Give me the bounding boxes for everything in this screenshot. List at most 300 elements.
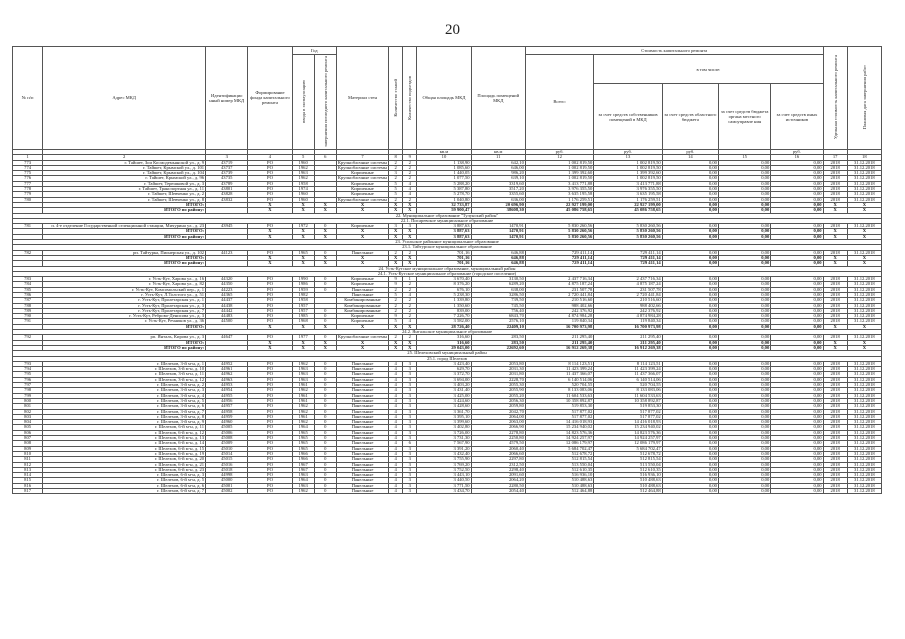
table-cell: 0,00 xyxy=(662,208,718,213)
table-cell: 0,00 xyxy=(662,224,718,229)
table-cell: 0,00 xyxy=(662,181,718,186)
table-cell: 0 xyxy=(314,483,336,488)
table-cell: 789 xyxy=(13,308,43,313)
table-cell: 45009 xyxy=(206,441,248,446)
table-cell: 2018 xyxy=(823,388,847,393)
table-cell: 642,10 xyxy=(471,160,525,165)
table-cell: 44960 xyxy=(206,420,248,425)
table-cell: X xyxy=(314,324,336,329)
table-cell: 3 xyxy=(403,383,417,388)
table-cell: 1985 xyxy=(292,314,314,319)
table-cell: 2 xyxy=(403,282,417,287)
table-cell: 0,00 xyxy=(662,282,718,287)
table-cell: 45015 xyxy=(206,457,248,462)
table-cell: Панельные xyxy=(336,367,388,372)
table-cell: 783 xyxy=(13,277,43,282)
table-cell: X xyxy=(314,202,336,207)
table-cell: 3 xyxy=(403,409,417,414)
table-cell: 0,00 xyxy=(771,462,823,467)
table-cell: ИТОГО по району: xyxy=(43,234,206,239)
table-cell: 0,00 xyxy=(771,430,823,435)
table-cell: 646,88 xyxy=(471,250,525,255)
table-cell: 795 xyxy=(13,372,43,377)
table-cell: 1960 xyxy=(292,197,314,202)
table-cell: 31.12.2018 xyxy=(847,192,881,197)
table-cell: 0,00 xyxy=(771,446,823,451)
table-cell: 815 xyxy=(13,478,43,483)
table-cell: 31.12.2018 xyxy=(847,308,881,313)
table-cell: 1986 xyxy=(292,282,314,287)
table-cell: 5 684 702,47 xyxy=(525,446,593,451)
table-cell: 44958 xyxy=(206,409,248,414)
table-cell: г. Усть-Кут, Комсомольский пер., д. 1 xyxy=(43,287,206,292)
table-cell: X xyxy=(403,229,417,234)
table-cell: г. Шелехов, 6-й м-н, д. 15 xyxy=(43,446,206,451)
table-cell: X xyxy=(823,261,847,266)
table-cell: 3 xyxy=(389,171,403,176)
table-cell: 31.12.2018 xyxy=(847,414,881,419)
table-cell: 0,00 xyxy=(718,409,770,414)
table-cell: 0,00 xyxy=(771,488,823,493)
table-cell: 1963 xyxy=(292,171,314,176)
table-cell: 1974 xyxy=(292,187,314,192)
table-cell: 1962 xyxy=(292,165,314,170)
table-cell: 0,00 xyxy=(662,287,718,292)
table-cell: 3 887,63 xyxy=(417,234,471,239)
table-cell: 796 xyxy=(13,377,43,382)
table-cell: п. 4-е отделение Государственной селекционной станции, Мичурина ул., д. 23 xyxy=(43,224,206,229)
table-cell: 0,00 xyxy=(771,451,823,456)
table-cell: 0 xyxy=(314,441,336,446)
table-cell: 816 xyxy=(13,483,43,488)
table-cell: 9 xyxy=(389,282,403,287)
table-cell: 2018 xyxy=(823,287,847,292)
table-cell: 0,00 xyxy=(771,181,823,186)
table-cell: 31.12.2018 xyxy=(847,420,881,425)
table-cell: 0 xyxy=(314,377,336,382)
table-cell: 31.12.2018 xyxy=(847,441,881,446)
table-cell: 1966 xyxy=(292,457,314,462)
table-cell: 2018 xyxy=(823,224,847,229)
table-cell: 0,00 xyxy=(662,388,718,393)
table-cell: 0,00 xyxy=(718,488,770,493)
table-cell: 0,00 xyxy=(718,335,770,340)
table-cell: 31.12.2018 xyxy=(847,298,881,303)
table-cell: 2280,50 xyxy=(471,483,525,488)
table-cell: г. Шелехов, 6-й м-н, д. 14 xyxy=(43,441,206,446)
table-cell: 0,00 xyxy=(718,176,770,181)
table-cell: X xyxy=(336,229,388,234)
table-cell: X xyxy=(336,208,388,213)
table-cell: 11 604 533,63 xyxy=(525,393,593,398)
table-cell: 2018 xyxy=(823,398,847,403)
table-cell: X xyxy=(292,255,314,260)
table-cell: 14 823 576,36 xyxy=(594,430,662,435)
table-cell: 0,00 xyxy=(662,308,718,313)
table-cell: 1470,91 xyxy=(471,234,525,239)
table-cell: 7 226,70 xyxy=(417,314,471,319)
table-cell: РО xyxy=(248,436,292,441)
table-cell: г. Шелехов, 3-й м-н, д. 9 xyxy=(43,420,206,425)
table-cell: 20 696,90 xyxy=(471,202,525,207)
table-cell: 1964 xyxy=(292,478,314,483)
table-cell: 1 002 819,50 xyxy=(525,160,593,165)
table-cell: 4 xyxy=(389,367,403,372)
table-cell: 0,00 xyxy=(771,409,823,414)
table-cell: 3 423,40 xyxy=(417,361,471,366)
table-cell: 988 402,66 xyxy=(525,303,593,308)
table-cell: 516 936,10 xyxy=(525,473,593,478)
table-cell: 729 411,14 xyxy=(594,261,662,266)
table-cell: X xyxy=(248,234,292,239)
table-cell: РО xyxy=(248,293,292,298)
table-cell: 31.12.2018 xyxy=(847,171,881,176)
table-cell: 43828 xyxy=(206,192,248,197)
header-owners: за счет средств собственников помещений в МКД xyxy=(594,84,662,150)
table-cell: 44959 xyxy=(206,414,248,419)
table-cell: 31.12.2018 xyxy=(847,488,881,493)
table-cell: ИТОГО: xyxy=(43,255,206,260)
table-cell: X xyxy=(823,229,847,234)
table-cell: Панельные xyxy=(336,372,388,377)
table-cell: X xyxy=(823,345,847,350)
table-cell: ИТОГО: xyxy=(43,340,206,345)
table-cell: 512 610,35 xyxy=(594,467,662,472)
table-cell: 2 xyxy=(389,165,403,170)
table-cell: 2 xyxy=(403,287,417,292)
table-cell: X xyxy=(336,261,388,266)
table-cell: 31.12.2018 xyxy=(847,224,881,229)
table-cell: Крупноблочные системы xyxy=(337,197,388,202)
column-number: 13 xyxy=(594,155,662,160)
table-cell: г. Усть-Кут, Пролетарская ул., д. 3 xyxy=(43,303,206,308)
table-cell: 1962 xyxy=(292,404,314,409)
table-cell: 519 853,30 xyxy=(525,404,593,409)
table-cell: X xyxy=(403,324,417,329)
table-cell: 801 xyxy=(13,404,43,409)
table-cell: 780 xyxy=(13,197,43,202)
table-cell: 0,00 xyxy=(662,361,718,366)
table-cell: 773 xyxy=(13,160,43,165)
table-cell: 0,00 xyxy=(771,425,823,430)
table-cell: 0,00 xyxy=(718,377,770,382)
table-cell: X xyxy=(314,340,336,345)
table-cell: 0,00 xyxy=(718,181,770,186)
table-cell: 0,00 xyxy=(718,192,770,197)
table-cell: 806 xyxy=(13,430,43,435)
table-cell: X xyxy=(389,324,403,329)
table-cell: 2 xyxy=(403,165,417,170)
table-cell: 12 086 179,97 xyxy=(525,441,593,446)
section-title: 23.1. Тайтурское муниципальное образование xyxy=(13,245,882,250)
table-cell: 31.12.2018 xyxy=(847,409,881,414)
table-cell: 29 043,00 xyxy=(417,345,471,350)
table-cell: 3 xyxy=(403,388,417,393)
table-cell: 4 xyxy=(389,483,403,488)
table-cell: г. Шелехов, 6-й м-н, д. 21 xyxy=(43,462,206,467)
table-cell: г. Тайшет, Крымской ул., д. 104 xyxy=(43,171,206,176)
table-cell: РО xyxy=(248,488,292,493)
table-cell: 0,00 xyxy=(771,202,823,207)
table-cell: 31.12.2018 xyxy=(847,314,881,319)
table-cell: 0,00 xyxy=(718,287,770,292)
table-cell: 0,00 xyxy=(662,430,718,435)
table-cell: 0,00 xyxy=(662,457,718,462)
header-premises-area: Площадь помещений МКД xyxy=(471,47,525,150)
table-cell: 2298,40 xyxy=(471,467,525,472)
header-entrances: Количество подъездов xyxy=(403,47,417,150)
table-cell: 2054,40 xyxy=(471,488,525,493)
table-cell: 0,00 xyxy=(662,171,718,176)
table-cell: X xyxy=(823,234,847,239)
table-cell: 2018 xyxy=(823,277,847,282)
table-cell: 1 138,90 xyxy=(417,160,471,165)
table-cell: 2297,80 xyxy=(471,457,525,462)
table-cell: X xyxy=(389,255,403,260)
table-cell: 0 xyxy=(314,314,336,319)
table-cell: 0,00 xyxy=(662,473,718,478)
table-cell: г. Усть-Кут, Пролетарская ул., д. 1 xyxy=(43,298,206,303)
table-cell: 0 xyxy=(314,250,336,255)
table-cell: 0,00 xyxy=(662,340,718,345)
table-cell: 2018 xyxy=(823,361,847,366)
table-cell: 0,00 xyxy=(718,160,770,165)
table-cell: г. Шелехов, 6-й м-н, д. 23 xyxy=(43,467,206,472)
table-cell: 3 xyxy=(403,483,417,488)
table-cell: 31.12.2018 xyxy=(847,319,881,324)
table-cell: 0,00 xyxy=(771,473,823,478)
table-cell: Панельные xyxy=(336,250,388,255)
table-cell: 2250,80 xyxy=(471,436,525,441)
table-cell: 7 567,90 xyxy=(417,441,471,446)
table-cell: 3 xyxy=(403,488,417,493)
table-cell: 1967 xyxy=(292,467,314,472)
column-number: 5 xyxy=(292,155,314,160)
table-cell: 1965 xyxy=(292,446,314,451)
table-cell: 43801 xyxy=(206,187,248,192)
section-title: 25.1. город Шелехов xyxy=(13,356,882,361)
table-cell: г. Шелехов, 6-й м-н, д. 20 xyxy=(43,457,206,462)
table-cell: 0,00 xyxy=(662,277,718,282)
table-cell: 3 726,00 xyxy=(417,430,471,435)
table-cell: 1960 xyxy=(292,160,314,165)
table-cell: 8 133 083,06 xyxy=(594,388,662,393)
table-cell: РО xyxy=(248,478,292,483)
table-cell: 2 437 716,34 xyxy=(525,277,593,282)
table-cell: 31.12.2018 xyxy=(847,467,881,472)
table-cell: РО xyxy=(248,462,292,467)
table-cell: 316,60 xyxy=(417,335,471,340)
table-cell: 520 704,55 xyxy=(525,383,593,388)
table-cell: 2 xyxy=(403,314,417,319)
table-row xyxy=(13,488,882,493)
table-cell: X xyxy=(389,208,403,213)
table-cell: 0,00 xyxy=(662,298,718,303)
table-cell: 2018 xyxy=(823,181,847,186)
table-cell: 1977 xyxy=(292,335,314,340)
table-cell: 16 700 973,98 xyxy=(594,324,662,329)
table-cell: 3 xyxy=(403,451,417,456)
table-cell: ИТОГО по району: xyxy=(43,345,206,350)
table-cell: 4 xyxy=(389,393,403,398)
table-cell: 646,00 xyxy=(471,165,525,170)
table-cell: 1 085,60 xyxy=(417,165,471,170)
table-cell: 3 771,50 xyxy=(417,483,471,488)
table-cell: 797 xyxy=(13,383,43,388)
table-cell: 1958 xyxy=(292,181,314,186)
table-cell: 0,00 xyxy=(718,324,770,329)
table-cell: 31.12.2018 xyxy=(847,372,881,377)
table-cell: 31.12.2018 xyxy=(847,367,881,372)
table-cell: 0,00 xyxy=(662,176,718,181)
table-cell: 2018 xyxy=(823,197,847,202)
table-cell: 210 516,60 xyxy=(594,298,662,303)
table-cell: X xyxy=(403,202,417,207)
table-cell: 5 830 260,56 xyxy=(594,224,662,229)
table-cell: 2018 xyxy=(823,319,847,324)
table-cell: 2018 xyxy=(823,303,847,308)
table-cell: 2 xyxy=(403,303,417,308)
table-cell: 0 xyxy=(314,451,336,456)
table-cell: 2 xyxy=(389,308,403,313)
table-cell: г. Шелехов, 6-й м-н, д. 3 xyxy=(43,473,206,478)
table-cell: 1 002 819,50 xyxy=(525,176,593,181)
table-cell: 793 xyxy=(13,361,43,366)
table-cell: 31.12.2018 xyxy=(847,377,881,382)
table-cell: Панельные xyxy=(336,361,388,366)
table-cell: 701,16 xyxy=(417,250,471,255)
table-cell: г. Шелехов, 3-й м-н, д. 12 xyxy=(43,377,206,382)
table-cell: 0,00 xyxy=(662,160,718,165)
table-cell: 0,00 xyxy=(771,287,823,292)
table-cell: РО xyxy=(248,409,292,414)
table-cell: X xyxy=(336,234,388,239)
table-cell: 1 077,50 xyxy=(417,176,471,181)
table-cell: 31.12.2018 xyxy=(847,160,881,165)
table-cell: 1964 xyxy=(292,425,314,430)
table-cell: 2 xyxy=(389,335,403,340)
table-cell: 0,00 xyxy=(662,478,718,483)
table-cell: 1 002 819,50 xyxy=(594,165,662,170)
table-cell: 513 550,04 xyxy=(594,462,662,467)
table-cell: г. Шелехов, 3-й м-н, д. 1 xyxy=(43,361,206,366)
header-local: за счет средств бюджета органа местного самоуправле ния xyxy=(718,84,770,150)
table-cell: 44437 xyxy=(206,298,248,303)
table-cell: 3 635 195,58 xyxy=(525,192,593,197)
table-cell: г. Шелехов, 6-й м-н, д. 11 xyxy=(43,425,206,430)
table-cell: 3 xyxy=(403,420,417,425)
table-cell: 0,00 xyxy=(771,324,823,329)
table-cell: 1965 xyxy=(292,441,314,446)
table-cell: 5 xyxy=(389,293,403,298)
table-cell: 0,00 xyxy=(771,197,823,202)
table-cell: 4 xyxy=(389,372,403,377)
table-cell: 2 xyxy=(389,298,403,303)
table-cell: РО xyxy=(248,277,292,282)
table-cell: 0,00 xyxy=(718,208,770,213)
table-cell: X xyxy=(292,202,314,207)
table-cell: 2 437 716,34 xyxy=(594,277,662,282)
table-cell: 2042,70 xyxy=(471,409,525,414)
table-cell: 44956 xyxy=(206,398,248,403)
table-cell: X xyxy=(847,229,881,234)
table-cell: 6 xyxy=(403,441,417,446)
column-number: 6 xyxy=(314,155,336,160)
table-cell: 5 830 260,56 xyxy=(525,224,593,229)
table-cell: X xyxy=(823,208,847,213)
table-cell: 646,88 xyxy=(471,261,525,266)
table-cell: 14 924 257,97 xyxy=(594,436,662,441)
table-cell: 44123 xyxy=(206,250,248,255)
table-cell: 14 823 576,36 xyxy=(525,430,593,435)
table-cell: 4 xyxy=(389,441,403,446)
table-cell: Панельные xyxy=(336,488,388,493)
table-cell: 4 xyxy=(389,478,403,483)
table-cell: 5 387,80 xyxy=(417,187,471,192)
table-cell: РО xyxy=(248,372,292,377)
table-cell: X xyxy=(823,202,847,207)
table-cell: 15 234 940,02 xyxy=(525,425,593,430)
table-cell: 31.12.2018 xyxy=(847,436,881,441)
table-cell: РО xyxy=(248,457,292,462)
table-cell: 16 912 269,38 xyxy=(594,345,662,350)
table-cell: 3 xyxy=(403,404,417,409)
table-cell: 0,00 xyxy=(771,367,823,372)
table-cell: 3 402,80 xyxy=(417,425,471,430)
table-cell: 31.12.2018 xyxy=(847,398,881,403)
table-cell: X xyxy=(248,340,292,345)
table-cell: 2018 xyxy=(823,282,847,287)
table-cell: 44350 xyxy=(206,282,248,287)
table-cell: X xyxy=(403,340,417,345)
table-cell: 3 xyxy=(403,473,417,478)
table-cell: Панельные xyxy=(336,473,388,478)
table-cell: РО xyxy=(248,224,292,229)
table-cell: 776 xyxy=(13,176,43,181)
table-cell: 2018 xyxy=(823,165,847,170)
table-cell: 3319,60 xyxy=(471,181,525,186)
table-cell: 1 040,80 xyxy=(417,197,471,202)
table-cell: 729 411,14 xyxy=(525,261,593,266)
table-cell: РО xyxy=(248,446,292,451)
table-cell: РО xyxy=(248,414,292,419)
table-cell: 0,00 xyxy=(718,420,770,425)
table-cell: 0,00 xyxy=(662,372,718,377)
table-cell: 0 xyxy=(314,277,336,282)
table-cell: 3 769,20 xyxy=(417,462,471,467)
table-cell: Панельные xyxy=(336,388,388,393)
table-cell: г. Шелехов, 3-й м-н, д. 10 xyxy=(43,367,206,372)
table-cell: X xyxy=(336,324,388,329)
table-cell: Панельные xyxy=(336,383,388,388)
table-cell: 3 887,63 xyxy=(417,224,471,229)
table-cell: 43737 xyxy=(206,165,248,170)
header-year: Год xyxy=(292,47,336,55)
table-cell: 14 924 257,97 xyxy=(525,436,593,441)
table-cell: 3 432,40 xyxy=(417,451,471,456)
table-cell: 4 xyxy=(389,377,403,382)
table-cell: 5 xyxy=(389,187,403,192)
table-cell: 44998 xyxy=(206,473,248,478)
table-cell: 0,00 xyxy=(718,197,770,202)
table-cell: 0,00 xyxy=(718,414,770,419)
table-cell: 31.12.2018 xyxy=(847,303,881,308)
unit-rub: руб. xyxy=(594,149,662,154)
table-cell: 0,00 xyxy=(718,298,770,303)
section-title: 22.1. Писаревское муниципальное образование xyxy=(13,218,882,223)
table-cell: 3 752,50 xyxy=(417,467,471,472)
table-cell: РО xyxy=(248,192,292,197)
